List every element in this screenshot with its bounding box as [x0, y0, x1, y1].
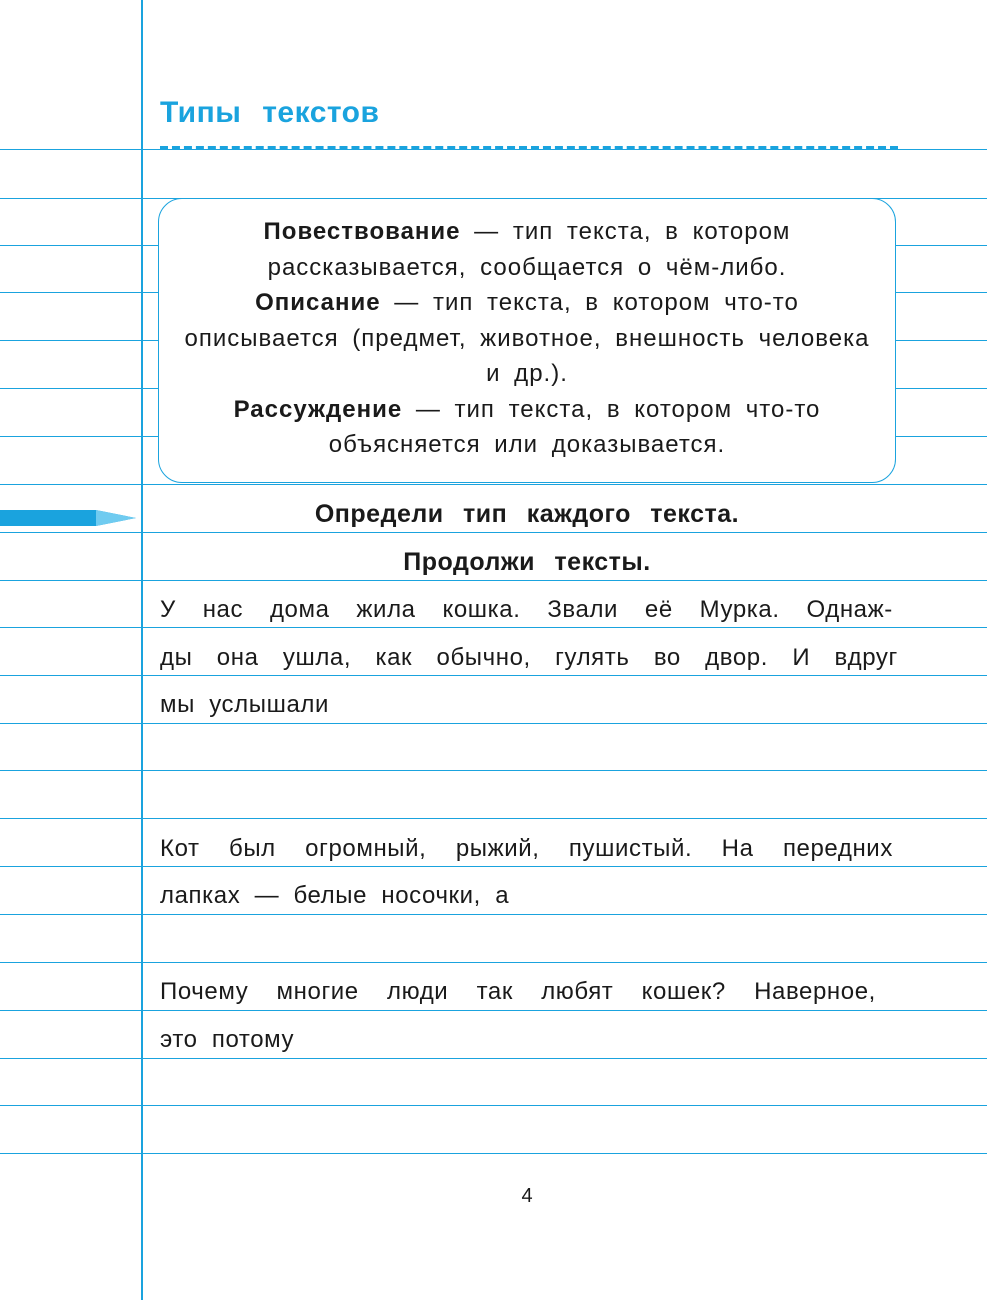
word: Звали — [547, 596, 619, 623]
text-2-line-1 — [160, 835, 893, 863]
word: двор. — [705, 644, 769, 671]
ruled-line — [0, 484, 987, 485]
text-1-line-1 — [160, 596, 893, 624]
word: любят — [541, 978, 614, 1005]
word: жила — [356, 596, 416, 623]
ruled-line — [0, 532, 987, 533]
definition-description — [177, 285, 877, 392]
definition-term: Описание — [255, 289, 381, 316]
word: дома — [269, 596, 330, 623]
word: И — [792, 644, 811, 671]
word: так — [476, 978, 513, 1005]
definition-term: Рассуждение — [233, 395, 403, 423]
definition-reasoning — [177, 392, 877, 463]
pencil-icon — [0, 507, 140, 529]
text-1-line-3: мы услышали — [160, 691, 330, 718]
definition-text: — тип текста, в котором что-то объясняется или доказывается. — [328, 395, 821, 458]
text-2-line-2: лапках — белые носочки, а — [160, 882, 510, 909]
word: У — [160, 596, 176, 623]
word: На — [721, 835, 754, 862]
word: её — [644, 596, 673, 623]
word: был — [228, 835, 276, 862]
ruled-line — [0, 818, 987, 819]
definition-term: Повествование — [263, 218, 461, 245]
word: она — [216, 644, 259, 671]
word: Однаж- — [806, 596, 893, 623]
ruled-line — [0, 962, 987, 963]
word: кошек? — [641, 978, 726, 1005]
ruled-line — [0, 866, 987, 867]
word: люди — [387, 978, 449, 1005]
ruled-line — [0, 1105, 987, 1106]
ruled-line — [0, 770, 987, 771]
ruled-line — [0, 1010, 987, 1011]
ruled-line — [0, 1153, 987, 1154]
word: ды — [160, 644, 193, 671]
task-instruction-1: Определи тип каждого текста. — [314, 500, 740, 528]
text-1-line-2 — [160, 644, 898, 672]
word: во — [653, 644, 681, 671]
text-3-line-1 — [160, 978, 876, 1006]
word: многие — [276, 978, 359, 1005]
task-instruction-2: Продолжи тексты. — [403, 548, 651, 576]
ruled-line — [0, 580, 987, 581]
page-title: Типы текстов — [160, 96, 380, 129]
word: кошка. — [442, 596, 521, 623]
word: вдруг — [834, 644, 898, 671]
word: ушла, — [282, 644, 352, 671]
ruled-line — [0, 723, 987, 724]
margin-line — [141, 0, 143, 1300]
rule-box — [158, 198, 896, 483]
page-number: 4 — [521, 1185, 533, 1207]
ruled-line — [0, 1058, 987, 1059]
word: Почему — [160, 978, 249, 1005]
definition-text: — тип текста, в котором рассказывается, сообщается о чём-либо. — [267, 218, 791, 281]
definition-text: — тип текста, в котором что-то описывается (предмет, животное, внешность человека и др.). — [184, 289, 870, 387]
text-3-line-2: это потому — [160, 1026, 295, 1053]
word: нас — [202, 596, 244, 623]
title-underline — [160, 146, 898, 150]
word: Кот — [160, 835, 200, 862]
word: огромный, — [305, 835, 427, 862]
ruled-line — [0, 675, 987, 676]
word: гулять — [555, 644, 630, 671]
definition-narration — [177, 214, 877, 285]
ruled-line — [0, 627, 987, 628]
word: обычно, — [436, 644, 531, 671]
word: передних — [782, 835, 893, 862]
word: пушистый. — [568, 835, 693, 862]
word: Мурка. — [699, 596, 780, 623]
word: Наверное, — [754, 978, 876, 1005]
word: как — [375, 644, 413, 671]
ruled-line — [0, 914, 987, 915]
word: рыжий, — [455, 835, 540, 862]
